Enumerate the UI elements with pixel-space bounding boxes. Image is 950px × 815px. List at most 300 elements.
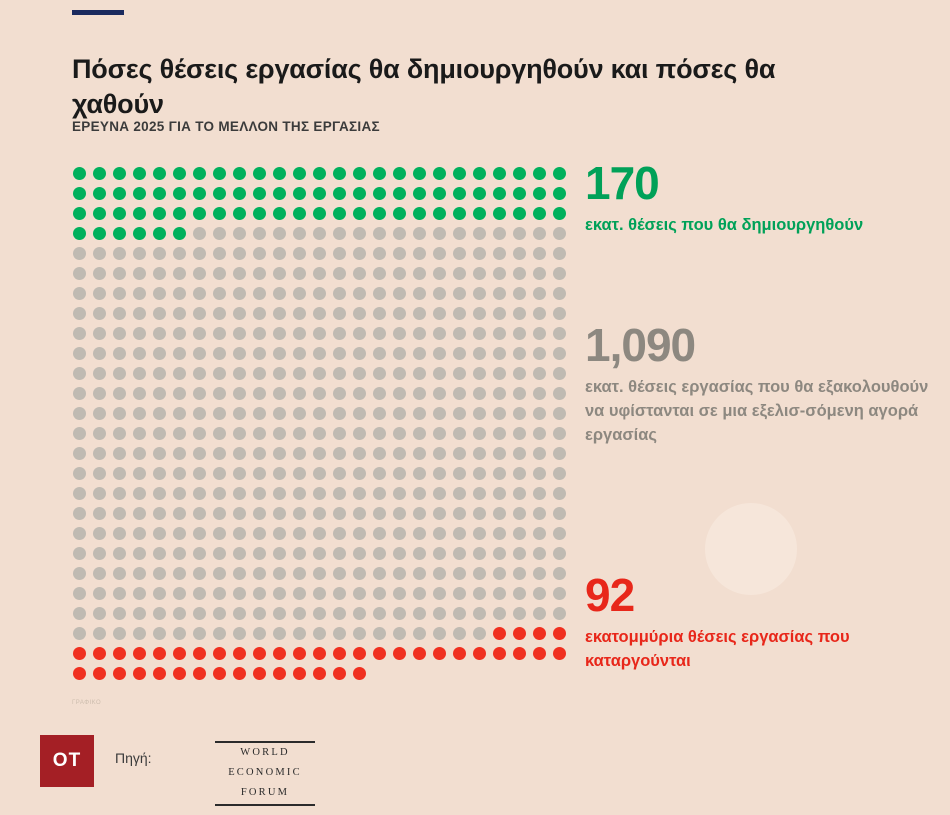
pictogram-dot [153, 327, 166, 340]
pictogram-dot [453, 207, 466, 220]
pictogram-dot [133, 327, 146, 340]
pictogram-dot [553, 647, 566, 660]
pictogram-dot [453, 587, 466, 600]
pictogram-dot [553, 527, 566, 540]
pictogram-dot [173, 527, 186, 540]
pictogram-dot [213, 627, 226, 640]
pictogram-dot [273, 327, 286, 340]
pictogram-dot [453, 187, 466, 200]
pictogram-dot [253, 247, 266, 260]
pictogram-dot [333, 447, 346, 460]
pictogram-dot [153, 307, 166, 320]
ot-logo[interactable]: ΟΤ [40, 735, 94, 787]
pictogram-dot [233, 627, 246, 640]
pictogram-dot [233, 247, 246, 260]
pictogram-dot [313, 407, 326, 420]
pictogram-dot [233, 567, 246, 580]
pictogram-dot [293, 347, 306, 360]
pictogram-dot [173, 447, 186, 460]
pictogram-dot [273, 247, 286, 260]
pictogram-dot [493, 307, 506, 320]
pictogram-dot [453, 327, 466, 340]
pictogram-dot [153, 267, 166, 280]
pictogram-dot [513, 567, 526, 580]
pictogram-dot [533, 227, 546, 240]
pictogram-dot [113, 187, 126, 200]
pictogram-dot [213, 547, 226, 560]
pictogram-dot [473, 527, 486, 540]
pictogram-dot [333, 327, 346, 340]
pictogram-dot [533, 507, 546, 520]
pictogram-dot [413, 307, 426, 320]
pictogram-dot [553, 207, 566, 220]
pictogram-dot [173, 507, 186, 520]
pictogram-dot [153, 667, 166, 680]
pictogram-dot [513, 487, 526, 500]
pictogram-dot [313, 327, 326, 340]
pictogram-dot [193, 607, 206, 620]
pictogram-dot [233, 507, 246, 520]
pictogram-dot [433, 247, 446, 260]
pictogram-dot [313, 607, 326, 620]
pictogram-dot [93, 447, 106, 460]
pictogram-dot [373, 227, 386, 240]
pictogram-dot [553, 327, 566, 340]
pictogram-dot [393, 527, 406, 540]
pictogram-dot [253, 187, 266, 200]
pictogram-dot [113, 327, 126, 340]
pictogram-dot [353, 387, 366, 400]
pictogram-dot [433, 387, 446, 400]
pictogram-dot [313, 467, 326, 480]
pictogram-dot [473, 167, 486, 180]
pictogram-dot [273, 407, 286, 420]
pictogram-dot [553, 307, 566, 320]
pictogram-dot [253, 467, 266, 480]
pictogram-dot [133, 387, 146, 400]
pictogram-dot [553, 287, 566, 300]
pictogram-dot [133, 247, 146, 260]
pictogram-dot [233, 207, 246, 220]
pictogram-dot [393, 227, 406, 240]
pictogram-dot [73, 547, 86, 560]
pictogram-dot [473, 487, 486, 500]
source-label: Πηγή: [115, 750, 152, 766]
pictogram-dot [73, 327, 86, 340]
pictogram-dot [153, 207, 166, 220]
pictogram-dot [113, 447, 126, 460]
pictogram-dot [133, 587, 146, 600]
pictogram-dot [493, 347, 506, 360]
pictogram-dot [313, 527, 326, 540]
pictogram-dot [333, 567, 346, 580]
pictogram-dot [293, 327, 306, 340]
pictogram-dot [393, 207, 406, 220]
pictogram-dot [73, 627, 86, 640]
pictogram-dot [353, 307, 366, 320]
pictogram-dot [133, 447, 146, 460]
pictogram-dot [533, 607, 546, 620]
pictogram-dot [373, 567, 386, 580]
pictogram-dot [213, 267, 226, 280]
pictogram-dot [133, 467, 146, 480]
pictogram-dot [253, 307, 266, 320]
pictogram-dot [373, 307, 386, 320]
pictogram-dot [193, 247, 206, 260]
stat-jobs-lost [585, 569, 945, 674]
pictogram-dot [213, 207, 226, 220]
pictogram-dot [173, 667, 186, 680]
pictogram-dot [273, 367, 286, 380]
pictogram-dot [393, 267, 406, 280]
pictogram-dot [73, 447, 86, 460]
pictogram-dot [73, 487, 86, 500]
pictogram-dot [393, 567, 406, 580]
pictogram-dot [273, 627, 286, 640]
pictogram-dot [153, 507, 166, 520]
pictogram-dot [73, 227, 86, 240]
pictogram-dot [113, 367, 126, 380]
pictogram-dot [493, 247, 506, 260]
pictogram-dot [353, 247, 366, 260]
pictogram-dot [133, 647, 146, 660]
pictogram-dot [533, 567, 546, 580]
pictogram-dot [493, 467, 506, 480]
pictogram-dot [313, 627, 326, 640]
pictogram-dot [433, 527, 446, 540]
pictogram-dot [473, 567, 486, 580]
pictogram-dot [253, 407, 266, 420]
pictogram-dot [193, 567, 206, 580]
pictogram-dot [413, 227, 426, 240]
pictogram-dot [453, 167, 466, 180]
pictogram-dot [493, 367, 506, 380]
pictogram-dot [73, 267, 86, 280]
pictogram-dot [333, 647, 346, 660]
pictogram-dot [93, 627, 106, 640]
pictogram-dot [213, 287, 226, 300]
pictogram-dot [293, 607, 306, 620]
pictogram-dot [233, 407, 246, 420]
pictogram-dot [553, 407, 566, 420]
pictogram-dot [153, 387, 166, 400]
pictogram-dot [213, 387, 226, 400]
pictogram-dot [533, 387, 546, 400]
pictogram-dot [413, 587, 426, 600]
pictogram-dot [113, 227, 126, 240]
pictogram-dot [153, 487, 166, 500]
pictogram-dot [453, 387, 466, 400]
pictogram-dot [393, 387, 406, 400]
pictogram-dot [433, 187, 446, 200]
pictogram-dot [113, 607, 126, 620]
pictogram-dot [193, 447, 206, 460]
pictogram-dot [433, 227, 446, 240]
pictogram-dot [273, 207, 286, 220]
pictogram-dot [373, 267, 386, 280]
pictogram-dot [333, 347, 346, 360]
pictogram-dot [413, 487, 426, 500]
pictogram-dot [153, 467, 166, 480]
pictogram-dot [513, 287, 526, 300]
pictogram-dot [233, 427, 246, 440]
pictogram-dot [553, 547, 566, 560]
pictogram-dot [473, 367, 486, 380]
pictogram-dot [233, 447, 246, 460]
pictogram-dot [153, 427, 166, 440]
pictogram-dot [553, 167, 566, 180]
pictogram-dot [93, 287, 106, 300]
pictogram-dot [453, 467, 466, 480]
pictogram-dot [73, 167, 86, 180]
pictogram-dot [193, 487, 206, 500]
pictogram-dot [213, 647, 226, 660]
pictogram-dot [173, 627, 186, 640]
pictogram-dot [193, 467, 206, 480]
pictogram-dot [533, 247, 546, 260]
pictogram-dot [253, 327, 266, 340]
pictogram-dot [293, 247, 306, 260]
pictogram-dot [153, 547, 166, 560]
pictogram-dot [153, 567, 166, 580]
pictogram-dot [393, 327, 406, 340]
pictogram-dot [513, 347, 526, 360]
pictogram-dot [433, 487, 446, 500]
pictogram-dot [173, 247, 186, 260]
pictogram-dot [393, 307, 406, 320]
pictogram-dot [393, 467, 406, 480]
pictogram-dot [233, 367, 246, 380]
pictogram-dot [413, 407, 426, 420]
pictogram-dot [133, 287, 146, 300]
pictogram-dot [433, 427, 446, 440]
pictogram-dot [253, 627, 266, 640]
pictogram-dot [433, 207, 446, 220]
pictogram-dot [193, 587, 206, 600]
pictogram-dot [253, 227, 266, 240]
pictogram-dot [433, 447, 446, 460]
pictogram-dot [353, 367, 366, 380]
pictogram-dot [413, 447, 426, 460]
pictogram-dot [73, 347, 86, 360]
pictogram-dot [133, 427, 146, 440]
pictogram-dot [453, 227, 466, 240]
pictogram-dot [553, 347, 566, 360]
pictogram-dot [373, 647, 386, 660]
pictogram-dot [153, 447, 166, 460]
pictogram-dot [533, 367, 546, 380]
pictogram-dot [413, 207, 426, 220]
pictogram-dot [213, 187, 226, 200]
pictogram-dot [133, 187, 146, 200]
pictogram-dot [93, 407, 106, 420]
pictogram-dot [353, 447, 366, 460]
pictogram-dot [253, 547, 266, 560]
pictogram-dot [533, 627, 546, 640]
pictogram-dot [273, 507, 286, 520]
pictogram-dot [553, 467, 566, 480]
pictogram-dot [553, 427, 566, 440]
pictogram-dot [513, 447, 526, 460]
pictogram-dot [493, 647, 506, 660]
pictogram-dot [233, 607, 246, 620]
pictogram-dot [453, 547, 466, 560]
pictogram-dot [173, 227, 186, 240]
stat-description-remaining: εκατ. θέσεις εργασίας που θα εξακολουθούν να υφίστανται σε μια εξελισ-σόμενη αγορά εργασίας [585, 378, 929, 444]
pictogram-dot [453, 407, 466, 420]
pictogram-dot [353, 267, 366, 280]
pictogram-dot [533, 427, 546, 440]
pictogram-dot [173, 467, 186, 480]
pictogram-dot [213, 487, 226, 500]
pictogram-dot [453, 487, 466, 500]
pictogram-dot [353, 167, 366, 180]
pictogram-dot [493, 627, 506, 640]
pictogram-dot [473, 507, 486, 520]
pictogram-dot [393, 367, 406, 380]
pictogram-dot [353, 427, 366, 440]
pictogram-dot [473, 267, 486, 280]
pictogram-dot [533, 447, 546, 460]
pictogram-dot [373, 407, 386, 420]
pictogram-dot [473, 247, 486, 260]
pictogram-dot [293, 567, 306, 580]
pictogram-dot [373, 187, 386, 200]
pictogram-dot [513, 547, 526, 560]
pictogram-dot [213, 227, 226, 240]
pictogram-dot [113, 347, 126, 360]
pictogram-dot [333, 487, 346, 500]
pictogram-dot [473, 287, 486, 300]
pictogram-dot [133, 567, 146, 580]
pictogram-dot [73, 587, 86, 600]
pictogram-dot [373, 447, 386, 460]
wef-name-line2: ECONOMIC [228, 767, 302, 779]
pictogram-dot [173, 267, 186, 280]
pictogram-dot [73, 527, 86, 540]
pictogram-dot [153, 187, 166, 200]
pictogram-dot [73, 187, 86, 200]
pictogram-dot [253, 427, 266, 440]
pictogram-dot [373, 587, 386, 600]
pictogram-dot [253, 667, 266, 680]
pictogram-dot [213, 247, 226, 260]
stat-description-created: εκατ. θέσεις που θα δημιουργηθούν [585, 216, 864, 234]
pictogram-dot [353, 207, 366, 220]
footer [40, 735, 910, 799]
pictogram-dot [313, 567, 326, 580]
pictogram-dot [233, 347, 246, 360]
pictogram-dot [433, 267, 446, 280]
pictogram-dot [413, 647, 426, 660]
pictogram-dot [273, 387, 286, 400]
pictogram-dot [393, 247, 406, 260]
pictogram-dot [413, 507, 426, 520]
pictogram-dot [253, 367, 266, 380]
pictogram-dot [193, 227, 206, 240]
pictogram-dot [433, 347, 446, 360]
pictogram-dot [153, 227, 166, 240]
pictogram-dot [133, 627, 146, 640]
pictogram-dot [293, 447, 306, 460]
pictogram-dot [513, 307, 526, 320]
pictogram-dot [453, 527, 466, 540]
pictogram-dot [373, 487, 386, 500]
pictogram-dot [113, 287, 126, 300]
pictogram-dot [193, 167, 206, 180]
pictogram-dot [513, 247, 526, 260]
pictogram-dot [353, 287, 366, 300]
stat-number-created: 170 [585, 157, 659, 209]
pictogram-dot [273, 587, 286, 600]
pictogram-dot [113, 267, 126, 280]
pictogram-dot [93, 327, 106, 340]
pictogram-dot [133, 367, 146, 380]
pictogram-dot [253, 647, 266, 660]
pictogram-dot [233, 547, 246, 560]
pictogram-dot [273, 467, 286, 480]
pictogram-dot [253, 207, 266, 220]
pictogram-dot [433, 287, 446, 300]
pictogram-dot [293, 547, 306, 560]
pictogram-dot-grid [70, 164, 570, 684]
pictogram-dot [93, 607, 106, 620]
pictogram-dot [473, 607, 486, 620]
pictogram-dot [453, 447, 466, 460]
pictogram-dot [213, 527, 226, 540]
pictogram-dot [153, 527, 166, 540]
pictogram-dot [373, 627, 386, 640]
pictogram-dot [413, 347, 426, 360]
pictogram-dot [513, 467, 526, 480]
pictogram-dot [273, 647, 286, 660]
pictogram-dot [113, 167, 126, 180]
pictogram-dot [313, 207, 326, 220]
pictogram-dot [133, 347, 146, 360]
pictogram-dot [393, 507, 406, 520]
pictogram-dot [273, 307, 286, 320]
pictogram-dot [513, 227, 526, 240]
pictogram-dot [373, 167, 386, 180]
pictogram-dot [93, 347, 106, 360]
pictogram-dot [493, 447, 506, 460]
pictogram-dot [433, 367, 446, 380]
pictogram-dot [293, 387, 306, 400]
pictogram-dot [233, 287, 246, 300]
pictogram-dot [433, 407, 446, 420]
pictogram-dot [213, 347, 226, 360]
pictogram-dot [293, 367, 306, 380]
pictogram-dot [113, 207, 126, 220]
stat-number-lost: 92 [585, 569, 635, 621]
pictogram-dot [473, 207, 486, 220]
pictogram-dot [233, 187, 246, 200]
pictogram-dot [493, 487, 506, 500]
pictogram-dot [273, 187, 286, 200]
pictogram-dot [93, 247, 106, 260]
pictogram-dot [413, 187, 426, 200]
pictogram-dot [213, 427, 226, 440]
pictogram-dot [313, 387, 326, 400]
pictogram-dot [293, 647, 306, 660]
pictogram-dot [353, 647, 366, 660]
pictogram-dot [473, 307, 486, 320]
pictogram-dot [553, 587, 566, 600]
pictogram-dot [113, 307, 126, 320]
page-subtitle: ΕΡΕΥΝΑ 2025 ΓΙΑ ΤΟ ΜΕΛΛΟΝ ΤΗΣ ΕΡΓΑΣΙΑΣ [72, 119, 380, 134]
pictogram-dot [93, 427, 106, 440]
pictogram-dot [513, 607, 526, 620]
